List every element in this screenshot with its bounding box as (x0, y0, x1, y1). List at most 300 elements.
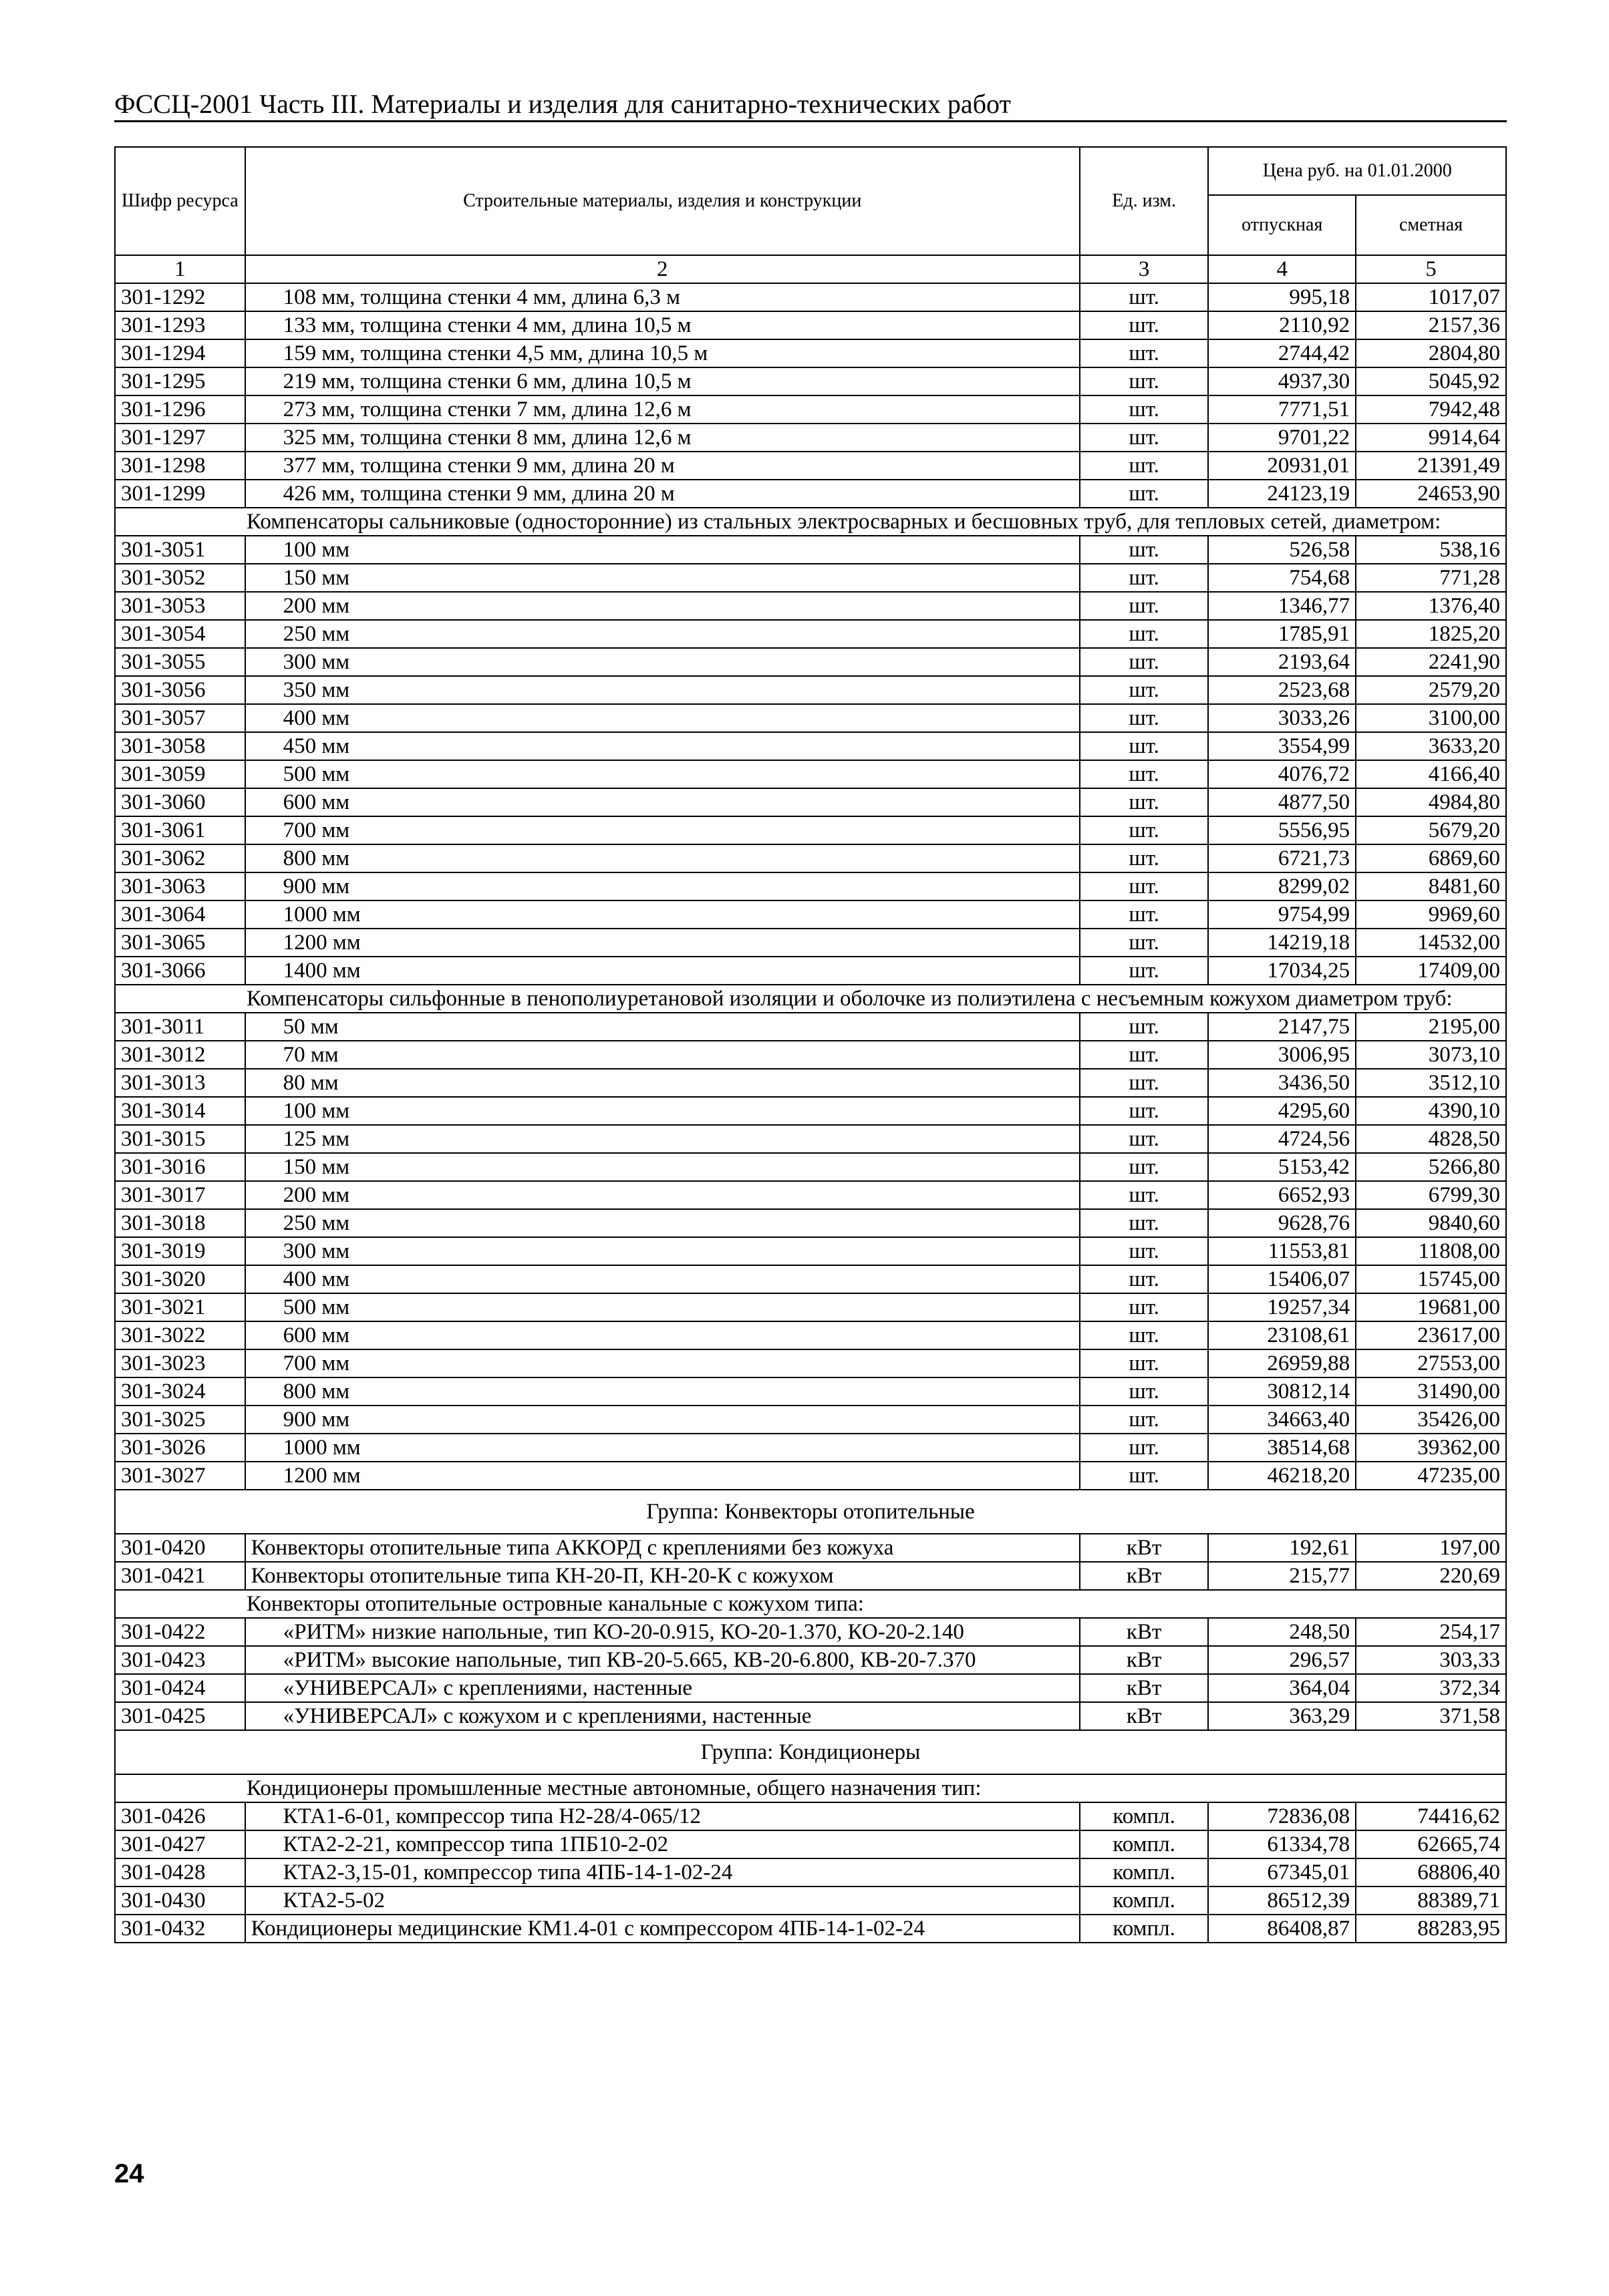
release-price: 4076,72 (1208, 760, 1356, 788)
table-row (115, 648, 1506, 676)
unit: кВт (1080, 1618, 1209, 1646)
item-name: 400 мм (245, 704, 1080, 732)
table-row (115, 957, 1506, 985)
table-row (115, 872, 1506, 900)
resource-code: 301-1296 (115, 395, 245, 424)
col-header-name: Строительные материалы, изделия и конструкции (245, 147, 1080, 255)
unit: шт. (1080, 844, 1209, 872)
release-price: 17034,25 (1208, 957, 1356, 985)
release-price: 9701,22 (1208, 424, 1356, 452)
group-heading-row (115, 1490, 1506, 1534)
resource-code: 301-3057 (115, 704, 245, 732)
item-name: 133 мм, толщина стенки 4 мм, длина 10,5 м (245, 311, 1080, 339)
item-name: «УНИВЕРСАЛ» с кожухом и с креплениями, настенные (245, 1702, 1080, 1730)
release-price: 3554,99 (1208, 732, 1356, 760)
estimate-price: 47235,00 (1356, 1462, 1506, 1490)
unit: компл. (1080, 1887, 1209, 1915)
item-name: КТА2-3,15-01, компрессор типа 4ПБ-14-1-02-24 (245, 1858, 1080, 1887)
unit: компл. (1080, 1915, 1209, 1943)
resource-code: 301-3024 (115, 1377, 245, 1406)
release-price: 20931,01 (1208, 452, 1356, 480)
release-price: 3006,95 (1208, 1041, 1356, 1069)
estimate-price: 372,34 (1356, 1674, 1506, 1702)
resource-code: 301-3065 (115, 929, 245, 957)
release-price: 2110,92 (1208, 311, 1356, 339)
resource-code: 301-3025 (115, 1406, 245, 1434)
table-row (115, 592, 1506, 620)
page-number: 24 (114, 2159, 144, 2188)
estimate-price: 4390,10 (1356, 1097, 1506, 1125)
col-header-unit: Ед. изм. (1080, 147, 1209, 255)
estimate-price: 220,69 (1356, 1562, 1506, 1590)
resource-code: 301-1293 (115, 311, 245, 339)
release-price: 72836,08 (1208, 1802, 1356, 1830)
release-price: 2147,75 (1208, 1013, 1356, 1041)
estimate-price: 538,16 (1356, 536, 1506, 564)
table-row (115, 1702, 1506, 1730)
estimate-price: 2157,36 (1356, 311, 1506, 339)
estimate-price: 31490,00 (1356, 1377, 1506, 1406)
estimate-price: 771,28 (1356, 564, 1506, 592)
resource-code: 301-3013 (115, 1069, 245, 1097)
resource-code: 301-0423 (115, 1646, 245, 1674)
release-price: 86512,39 (1208, 1887, 1356, 1915)
table-row (115, 424, 1506, 452)
table-row (115, 1181, 1506, 1209)
estimate-price: 7942,48 (1356, 395, 1506, 424)
subheading-row (115, 985, 1506, 1013)
estimate-price: 24653,90 (1356, 480, 1506, 508)
item-name: 700 мм (245, 816, 1080, 844)
col-number: 4 (1208, 255, 1356, 283)
release-price: 5153,42 (1208, 1153, 1356, 1181)
table-row (115, 844, 1506, 872)
item-name: 700 мм (245, 1349, 1080, 1377)
release-price: 248,50 (1208, 1618, 1356, 1646)
item-name: «РИТМ» высокие напольные, тип КВ-20-5.665, КВ-20-6.800, КВ-20-7.370 (245, 1646, 1080, 1674)
item-name: 500 мм (245, 760, 1080, 788)
table-row (115, 564, 1506, 592)
estimate-price: 27553,00 (1356, 1349, 1506, 1377)
release-price: 754,68 (1208, 564, 1356, 592)
subheading-row (115, 1774, 1506, 1802)
unit: шт. (1080, 1462, 1209, 1490)
resource-code: 301-3016 (115, 1153, 245, 1181)
estimate-price: 4828,50 (1356, 1125, 1506, 1153)
resource-code: 301-0426 (115, 1802, 245, 1830)
item-name: 100 мм (245, 536, 1080, 564)
release-price: 61334,78 (1208, 1830, 1356, 1858)
release-price: 23108,61 (1208, 1321, 1356, 1349)
unit: шт. (1080, 1265, 1209, 1293)
estimate-price: 2579,20 (1356, 676, 1506, 704)
table-row (115, 1646, 1506, 1674)
group-heading: Группа: Конвекторы отопительные (115, 1490, 1506, 1534)
table-row (115, 1125, 1506, 1153)
subheading-row (115, 1590, 1506, 1618)
release-price: 192,61 (1208, 1534, 1356, 1562)
estimate-price: 35426,00 (1356, 1406, 1506, 1434)
unit: кВт (1080, 1562, 1209, 1590)
estimate-price: 254,17 (1356, 1618, 1506, 1646)
resource-code: 301-0421 (115, 1562, 245, 1590)
table-row (115, 395, 1506, 424)
col-number: 5 (1356, 255, 1506, 283)
unit: шт. (1080, 1293, 1209, 1321)
estimate-price: 3512,10 (1356, 1069, 1506, 1097)
unit: шт. (1080, 1209, 1209, 1237)
estimate-price: 8481,60 (1356, 872, 1506, 900)
col-number: 2 (245, 255, 1080, 283)
item-name: 800 мм (245, 1377, 1080, 1406)
resource-code: 301-3011 (115, 1013, 245, 1041)
release-price: 11553,81 (1208, 1237, 1356, 1265)
item-name: 400 мм (245, 1265, 1080, 1293)
unit: кВт (1080, 1702, 1209, 1730)
unit: шт. (1080, 367, 1209, 395)
subheading: Кондиционеры промышленные местные автономные, общего назначения тип: (115, 1774, 1506, 1802)
item-name: 150 мм (245, 564, 1080, 592)
item-name: 1200 мм (245, 929, 1080, 957)
resource-code: 301-1292 (115, 283, 245, 311)
release-price: 67345,01 (1208, 1858, 1356, 1887)
table-row (115, 1237, 1506, 1265)
resource-code: 301-3060 (115, 788, 245, 816)
unit: кВт (1080, 1534, 1209, 1562)
resource-code: 301-3020 (115, 1265, 245, 1293)
resource-code: 301-1299 (115, 480, 245, 508)
unit: шт. (1080, 1125, 1209, 1153)
resource-code: 301-3012 (115, 1041, 245, 1069)
item-name: 80 мм (245, 1069, 1080, 1097)
table-row (115, 1887, 1506, 1915)
unit: компл. (1080, 1802, 1209, 1830)
item-name: 1000 мм (245, 900, 1080, 929)
item-name: 800 мм (245, 844, 1080, 872)
release-price: 2523,68 (1208, 676, 1356, 704)
resource-code: 301-3054 (115, 620, 245, 648)
release-price: 2744,42 (1208, 339, 1356, 367)
estimate-price: 2804,80 (1356, 339, 1506, 367)
item-name: 70 мм (245, 1041, 1080, 1069)
price-table (114, 146, 1507, 1943)
estimate-price: 1017,07 (1356, 283, 1506, 311)
item-name: 250 мм (245, 1209, 1080, 1237)
estimate-price: 5679,20 (1356, 816, 1506, 844)
release-price: 24123,19 (1208, 480, 1356, 508)
col-header-estimate: сметная (1356, 195, 1506, 255)
item-name: 900 мм (245, 872, 1080, 900)
resource-code: 301-3063 (115, 872, 245, 900)
resource-code: 301-3051 (115, 536, 245, 564)
table-row (115, 620, 1506, 648)
table-row (115, 1534, 1506, 1562)
item-name: 900 мм (245, 1406, 1080, 1434)
release-price: 9628,76 (1208, 1209, 1356, 1237)
item-name: 450 мм (245, 732, 1080, 760)
estimate-price: 23617,00 (1356, 1321, 1506, 1349)
estimate-price: 88389,71 (1356, 1887, 1506, 1915)
release-price: 3436,50 (1208, 1069, 1356, 1097)
estimate-price: 11808,00 (1356, 1237, 1506, 1265)
table-row (115, 339, 1506, 367)
resource-code: 301-3021 (115, 1293, 245, 1321)
release-price: 4937,30 (1208, 367, 1356, 395)
unit: компл. (1080, 1858, 1209, 1887)
table-row (115, 900, 1506, 929)
resource-code: 301-0427 (115, 1830, 245, 1858)
resource-code: 301-3027 (115, 1462, 245, 1490)
resource-code: 301-3014 (115, 1097, 245, 1125)
release-price: 5556,95 (1208, 816, 1356, 844)
table-row (115, 1097, 1506, 1125)
release-price: 26959,88 (1208, 1349, 1356, 1377)
table-row (115, 1321, 1506, 1349)
resource-code: 301-3053 (115, 592, 245, 620)
item-name: 377 мм, толщина стенки 9 мм, длина 20 м (245, 452, 1080, 480)
unit: шт. (1080, 704, 1209, 732)
table-row (115, 536, 1506, 564)
table-row (115, 1674, 1506, 1702)
item-name: 273 мм, толщина стенки 7 мм, длина 12,6 м (245, 395, 1080, 424)
table-row (115, 283, 1506, 311)
col-number: 1 (115, 255, 245, 283)
page-header: ФССЦ-2001 Часть III. Материалы и изделия для санитарно-технических работ (114, 89, 1011, 119)
unit: шт. (1080, 1434, 1209, 1462)
resource-code: 301-0430 (115, 1887, 245, 1915)
table-row (115, 1265, 1506, 1293)
estimate-price: 19681,00 (1356, 1293, 1506, 1321)
item-name: 159 мм, толщина стенки 4,5 мм, длина 10,5 м (245, 339, 1080, 367)
unit: шт. (1080, 929, 1209, 957)
release-price: 19257,34 (1208, 1293, 1356, 1321)
unit: шт. (1080, 1377, 1209, 1406)
unit: шт. (1080, 424, 1209, 452)
release-price: 296,57 (1208, 1646, 1356, 1674)
resource-code: 301-3064 (115, 900, 245, 929)
unit: шт. (1080, 788, 1209, 816)
table-row (115, 732, 1506, 760)
unit: шт. (1080, 732, 1209, 760)
table-row (115, 1915, 1506, 1943)
group-heading: Группа: Кондиционеры (115, 1730, 1506, 1774)
item-name: 50 мм (245, 1013, 1080, 1041)
release-price: 46218,20 (1208, 1462, 1356, 1490)
table-row (115, 1209, 1506, 1237)
resource-code: 301-3019 (115, 1237, 245, 1265)
table-row (115, 1830, 1506, 1858)
estimate-price: 1376,40 (1356, 592, 1506, 620)
release-price: 4724,56 (1208, 1125, 1356, 1153)
table-row (115, 1618, 1506, 1646)
estimate-price: 1825,20 (1356, 620, 1506, 648)
table-row (115, 480, 1506, 508)
table-row (115, 704, 1506, 732)
subheading-row (115, 508, 1506, 536)
table-row (115, 1153, 1506, 1181)
item-name: 300 мм (245, 648, 1080, 676)
unit: шт. (1080, 900, 1209, 929)
resource-code: 301-0424 (115, 1674, 245, 1702)
unit: шт. (1080, 1321, 1209, 1349)
release-price: 6721,73 (1208, 844, 1356, 872)
resource-code: 301-1297 (115, 424, 245, 452)
release-price: 6652,93 (1208, 1181, 1356, 1209)
estimate-price: 6869,60 (1356, 844, 1506, 872)
item-name: 500 мм (245, 1293, 1080, 1321)
table-row (115, 1293, 1506, 1321)
resource-code: 301-3055 (115, 648, 245, 676)
unit: шт. (1080, 339, 1209, 367)
resource-code: 301-3015 (115, 1125, 245, 1153)
unit: кВт (1080, 1646, 1209, 1674)
table-row (115, 1462, 1506, 1490)
release-price: 7771,51 (1208, 395, 1356, 424)
subheading: Конвекторы отопительные островные канальные с кожухом типа: (115, 1590, 1506, 1618)
unit: шт. (1080, 816, 1209, 844)
estimate-price: 5045,92 (1356, 367, 1506, 395)
col-number: 3 (1080, 255, 1209, 283)
estimate-price: 5266,80 (1356, 1153, 1506, 1181)
estimate-price: 39362,00 (1356, 1434, 1506, 1462)
unit: шт. (1080, 1349, 1209, 1377)
item-name: 350 мм (245, 676, 1080, 704)
table-row (115, 1406, 1506, 1434)
resource-code: 301-0425 (115, 1702, 245, 1730)
item-name: 150 мм (245, 1153, 1080, 1181)
release-price: 3033,26 (1208, 704, 1356, 732)
item-name: «РИТМ» низкие напольные, тип КО-20-0.915, КО-20-1.370, КО-20-2.140 (245, 1618, 1080, 1646)
unit: шт. (1080, 1013, 1209, 1041)
unit: шт. (1080, 283, 1209, 311)
resource-code: 301-3058 (115, 732, 245, 760)
item-name: КТА1-6-01, компрессор типа Н2-28/4-065/12 (245, 1802, 1080, 1830)
item-name: 1000 мм (245, 1434, 1080, 1462)
resource-code: 301-3023 (115, 1349, 245, 1377)
unit: шт. (1080, 872, 1209, 900)
table-row (115, 1802, 1506, 1830)
resource-code: 301-3022 (115, 1321, 245, 1349)
estimate-price: 15745,00 (1356, 1265, 1506, 1293)
estimate-price: 9914,64 (1356, 424, 1506, 452)
release-price: 30812,14 (1208, 1377, 1356, 1406)
release-price: 364,04 (1208, 1674, 1356, 1702)
unit: шт. (1080, 676, 1209, 704)
resource-code: 301-3026 (115, 1434, 245, 1462)
table-row (115, 367, 1506, 395)
release-price: 363,29 (1208, 1702, 1356, 1730)
resource-code: 301-0432 (115, 1915, 245, 1943)
release-price: 38514,68 (1208, 1434, 1356, 1462)
unit: шт. (1080, 760, 1209, 788)
item-name: 1200 мм (245, 1462, 1080, 1490)
release-price: 4877,50 (1208, 788, 1356, 816)
item-name: 600 мм (245, 788, 1080, 816)
item-name: 300 мм (245, 1237, 1080, 1265)
item-name: Кондиционеры медицинские КМ1.4-01 с компрессором 4ПБ-14-1-02-24 (245, 1915, 1080, 1943)
resource-code: 301-0420 (115, 1534, 245, 1562)
table-row (115, 929, 1506, 957)
table-row (115, 1858, 1506, 1887)
unit: компл. (1080, 1830, 1209, 1858)
resource-code: 301-1294 (115, 339, 245, 367)
unit: шт. (1080, 564, 1209, 592)
item-name: «УНИВЕРСАЛ» с креплениями, настенные (245, 1674, 1080, 1702)
estimate-price: 4166,40 (1356, 760, 1506, 788)
unit: шт. (1080, 1181, 1209, 1209)
estimate-price: 74416,62 (1356, 1802, 1506, 1830)
item-name: КТА2-5-02 (245, 1887, 1080, 1915)
resource-code: 301-3056 (115, 676, 245, 704)
unit: кВт (1080, 1674, 1209, 1702)
unit: шт. (1080, 311, 1209, 339)
item-name: 219 мм, толщина стенки 6 мм, длина 10,5 м (245, 367, 1080, 395)
unit: шт. (1080, 1097, 1209, 1125)
unit: шт. (1080, 395, 1209, 424)
resource-code: 301-1298 (115, 452, 245, 480)
table-row (115, 1377, 1506, 1406)
release-price: 14219,18 (1208, 929, 1356, 957)
table-row (115, 1562, 1506, 1590)
estimate-price: 17409,00 (1356, 957, 1506, 985)
item-name: 108 мм, толщина стенки 4 мм, длина 6,3 м (245, 283, 1080, 311)
table-row (115, 1434, 1506, 1462)
estimate-price: 3100,00 (1356, 704, 1506, 732)
unit: шт. (1080, 648, 1209, 676)
estimate-price: 2241,90 (1356, 648, 1506, 676)
item-name: Конвекторы отопительные типа АККОРД с креплениями без кожуха (245, 1534, 1080, 1562)
item-name: 325 мм, толщина стенки 8 мм, длина 12,6 м (245, 424, 1080, 452)
resource-code: 301-3066 (115, 957, 245, 985)
unit: шт. (1080, 536, 1209, 564)
unit: шт. (1080, 957, 1209, 985)
resource-code: 301-3018 (115, 1209, 245, 1237)
release-price: 34663,40 (1208, 1406, 1356, 1434)
table-row (115, 311, 1506, 339)
unit: шт. (1080, 1406, 1209, 1434)
item-name: 200 мм (245, 592, 1080, 620)
item-name: 250 мм (245, 620, 1080, 648)
unit: шт. (1080, 620, 1209, 648)
col-header-code: Шифр ресурса (115, 147, 245, 255)
table-row (115, 1013, 1506, 1041)
release-price: 995,18 (1208, 283, 1356, 311)
release-price: 86408,87 (1208, 1915, 1356, 1943)
table-row (115, 1349, 1506, 1377)
item-name: Конвекторы отопительные типа КН-20-П, КН-20-К с кожухом (245, 1562, 1080, 1590)
resource-code: 301-0422 (115, 1618, 245, 1646)
release-price: 4295,60 (1208, 1097, 1356, 1125)
item-name: КТА2-2-21, компрессор типа 1ПБ10-2-02 (245, 1830, 1080, 1858)
resource-code: 301-3062 (115, 844, 245, 872)
estimate-price: 6799,30 (1356, 1181, 1506, 1209)
estimate-price: 68806,40 (1356, 1858, 1506, 1887)
subheading: Компенсаторы сильфонные в пенополиуретановой изоляции и оболочке из полиэтилена с несъемным кожухом диаметром труб: (115, 985, 1506, 1013)
item-name: 600 мм (245, 1321, 1080, 1349)
col-header-release: отпускная (1208, 195, 1356, 255)
resource-code: 301-1295 (115, 367, 245, 395)
estimate-price: 9840,60 (1356, 1209, 1506, 1237)
col-header-price: Цена руб. на 01.01.2000 (1208, 147, 1506, 195)
estimate-price: 9969,60 (1356, 900, 1506, 929)
unit: шт. (1080, 1041, 1209, 1069)
release-price: 2193,64 (1208, 648, 1356, 676)
subheading: Компенсаторы сальниковые (односторонние) из стальных электросварных и бесшовных труб, для тепловых сетей, диаметром: (115, 508, 1506, 536)
table-row (115, 1041, 1506, 1069)
unit: шт. (1080, 1237, 1209, 1265)
estimate-price: 2195,00 (1356, 1013, 1506, 1041)
resource-code: 301-3059 (115, 760, 245, 788)
